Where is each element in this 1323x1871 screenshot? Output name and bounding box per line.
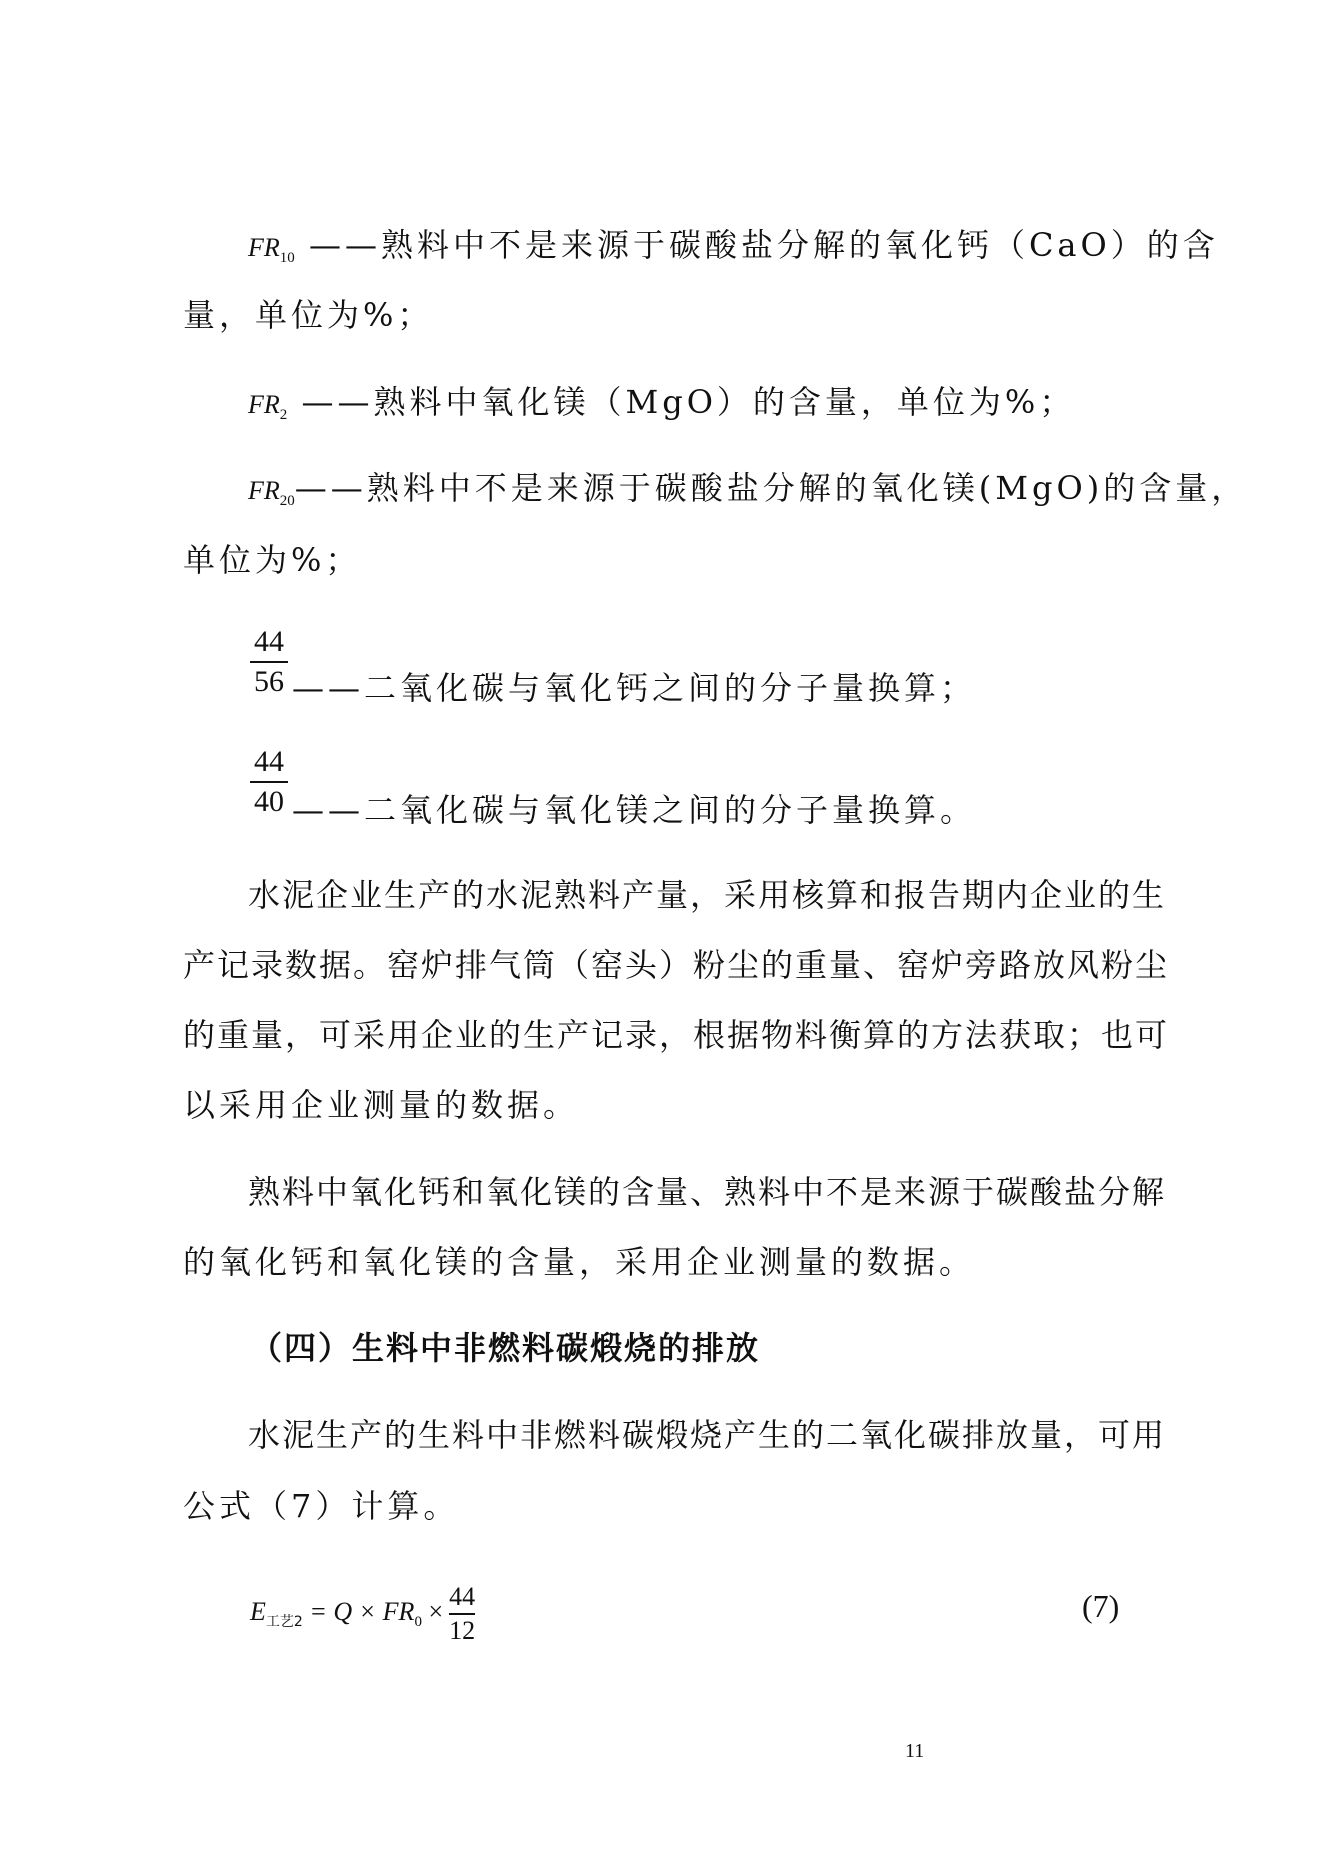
- fr20-symbol: $FR_{20}$: [248, 476, 295, 509]
- para2-line2: 的氧化钙和氧化镁的含量，采用企业测量的数据。: [183, 1243, 976, 1281]
- fraction-numerator: 44: [254, 625, 284, 658]
- formula-denominator: 12: [449, 1616, 476, 1645]
- para3-line1: 水泥生产的生料中非燃料碳煅烧产生的二氧化碳排放量，可用: [248, 1416, 1167, 1454]
- formula-mid: = $Q \times FR_0$: [302, 1596, 422, 1630]
- para1-line2: 产记录数据。窑炉排气筒（窑头）粉尘的重量、窑炉旁路放风粉尘: [183, 946, 1170, 984]
- def-fr20-line1: [183, 468, 1247, 521]
- formula-lhs: $E_{工艺2}$: [250, 1596, 303, 1630]
- section-heading: （四）生料中非燃料碳煅烧的排放: [250, 1329, 761, 1367]
- fraction-denominator: 56: [254, 665, 284, 698]
- fraction-44-40: [250, 745, 288, 819]
- formula-fraction-bar: [449, 1613, 475, 1615]
- fr2-desc: ——熟料中氧化镁（MgO）的含量，单位为%；: [287, 383, 1076, 421]
- formula-times: ×: [421, 1596, 444, 1626]
- formula-7: [250, 1582, 475, 1646]
- def-fr2-line: [183, 382, 1075, 435]
- fraction-numerator: 44: [254, 745, 284, 778]
- frac2-desc: ——二氧化碳与氧化镁之间的分子量换算。: [292, 791, 977, 829]
- frac1-desc: ——二氧化碳与氧化钙之间的分子量换算；: [292, 669, 977, 707]
- def-fr10-line1: [183, 225, 1219, 278]
- fr10-symbol: $FR_{10}$: [248, 233, 295, 266]
- def-fr10-line2: 量，单位为%；: [183, 296, 434, 334]
- para1-line4: 以采用企业测量的数据。: [183, 1086, 580, 1124]
- page-number: 11: [905, 1740, 925, 1762]
- formula-numerator: 44: [449, 1582, 476, 1611]
- formula-fraction: [449, 1582, 475, 1646]
- para1-line3: 的重量，可采用企业的生产记录，根据物料衡算的方法获取；也可: [183, 1016, 1170, 1054]
- para1-line1: 水泥企业生产的水泥熟料产量，采用核算和报告期内企业的生: [248, 876, 1167, 914]
- para2-line1: 熟料中氧化钙和氧化镁的含量、熟料中不是来源于碳酸盐分解: [248, 1173, 1167, 1211]
- fraction-bar: [250, 661, 288, 663]
- def-fr20-line2: 单位为%；: [183, 541, 362, 579]
- fraction-denominator: 40: [254, 785, 284, 818]
- fr10-desc: ——熟料中不是来源于碳酸盐分解的氧化钙（CaO）的含: [294, 226, 1219, 264]
- fraction-44-56: [250, 625, 288, 699]
- para3-line2: 公式（7）计算。: [183, 1487, 460, 1525]
- fr20-desc: ——熟料中不是来源于碳酸盐分解的氧化镁(MgO)的含量，: [294, 469, 1248, 507]
- fr2-symbol: $FR_2$: [248, 390, 288, 423]
- equation-number: (7): [1082, 1588, 1120, 1624]
- fraction-bar: [250, 781, 288, 783]
